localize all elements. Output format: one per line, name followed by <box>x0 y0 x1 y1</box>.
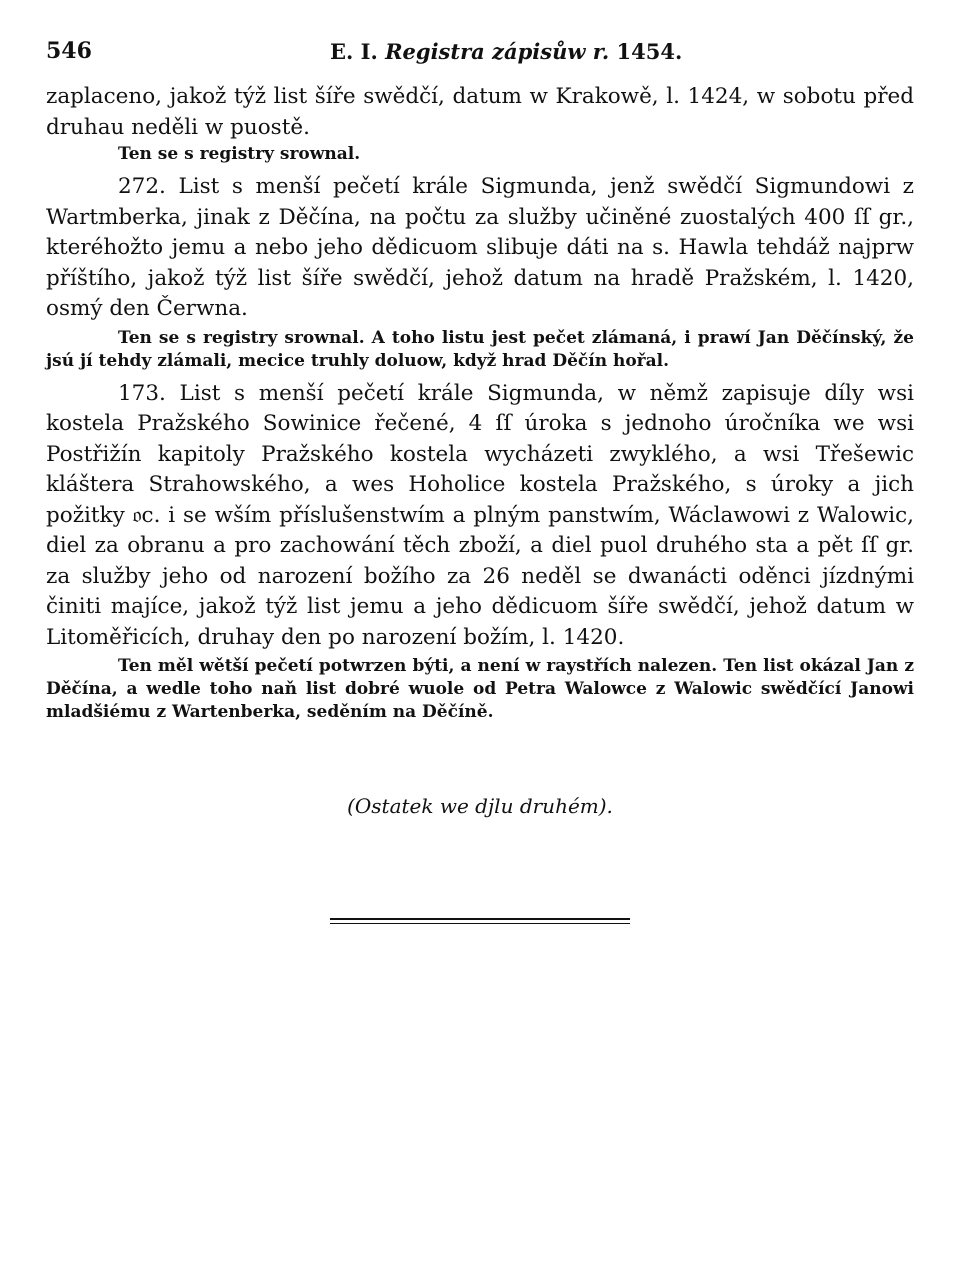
entry-173: 173. List s menší pečetí krále Sigmunda, w němž zapisuje díly wsi kostela Pražského Sowinice řečené, 4 ſſ úroka s jednoho úročníka we wsi Postřižín kapitoly Pražského kostela wycházeti zwyklého, a wsi Třešewic kláštera Strahowského, a wes Hoholice kostela Pražského, s úroky a jich požitky 𝔬c. i se wším příslušenstwím a plným panstwím, Wáclawowi z Walowic, diel za obranu a pro zachowání těch zboží, a diel puol druhého sta a pět ſſ gr. za služby jeho od narození božího za 26 neděl se dwanácti oděnci jízdnými činiti majíce, jakož týž list jemu a jeho dědicuom šíře swědčí, jehož datum w Litoměřicích, druhay den po narození božím, l. 1420. <box>46 380 914 650</box>
running-header <box>46 38 914 68</box>
registry-note: Ten se s registry srownal. <box>118 144 361 164</box>
header-year: 1454. <box>616 39 683 64</box>
section-label: E. I. <box>330 39 378 64</box>
entry-272: 272. List s menší pečetí krále Sigmunda, jenž swědčí Sigmundowi z Wartmberka, jinak z Děčína, na počtu za služby učiněné zuostalých 400 ſſ gr., kteréhožto jemu a nebo jeho dědicuom slibuje dáti na s. Hawla tehdáž najprw příštího, jakož týž list šíře swědčí, jehož datum na hradě Pražském, l. 1420, osmý den Čerwna. <box>46 174 914 321</box>
page-number: 546 <box>46 38 92 64</box>
closing-rule <box>330 918 630 920</box>
closing-rule-thin <box>330 923 630 924</box>
paragraph: zaplaceno, jakož týž list šíře swědčí, datum w Krakowě, l. 1424, w sobotu před druhau neděli w puostě. <box>46 84 914 140</box>
registry-note: Ten se s registry srownal. A toho listu jest pečet zlámaná, i prawí Jan Děčínský, že jsú jí tehdy zlámali, mecice truhly doluow, když hrad Děčín hořal. <box>46 327 914 371</box>
text-body <box>46 82 914 724</box>
continuation-note: (Ostatek we djlu druhém). <box>347 794 613 818</box>
volume-title: Registra zápisůw r. <box>385 39 610 64</box>
running-title <box>330 39 682 64</box>
registry-note: Ten měl wětší pečetí potwrzen býti, a není w raystřích nalezen. Ten list okázal Jan z Děčína, a wedle toho naň list dobré wuole od Petra Walowce z Walowic swědčící Janowi mladšiému z Wartenberka, seděním na Děčíně. <box>46 656 914 722</box>
